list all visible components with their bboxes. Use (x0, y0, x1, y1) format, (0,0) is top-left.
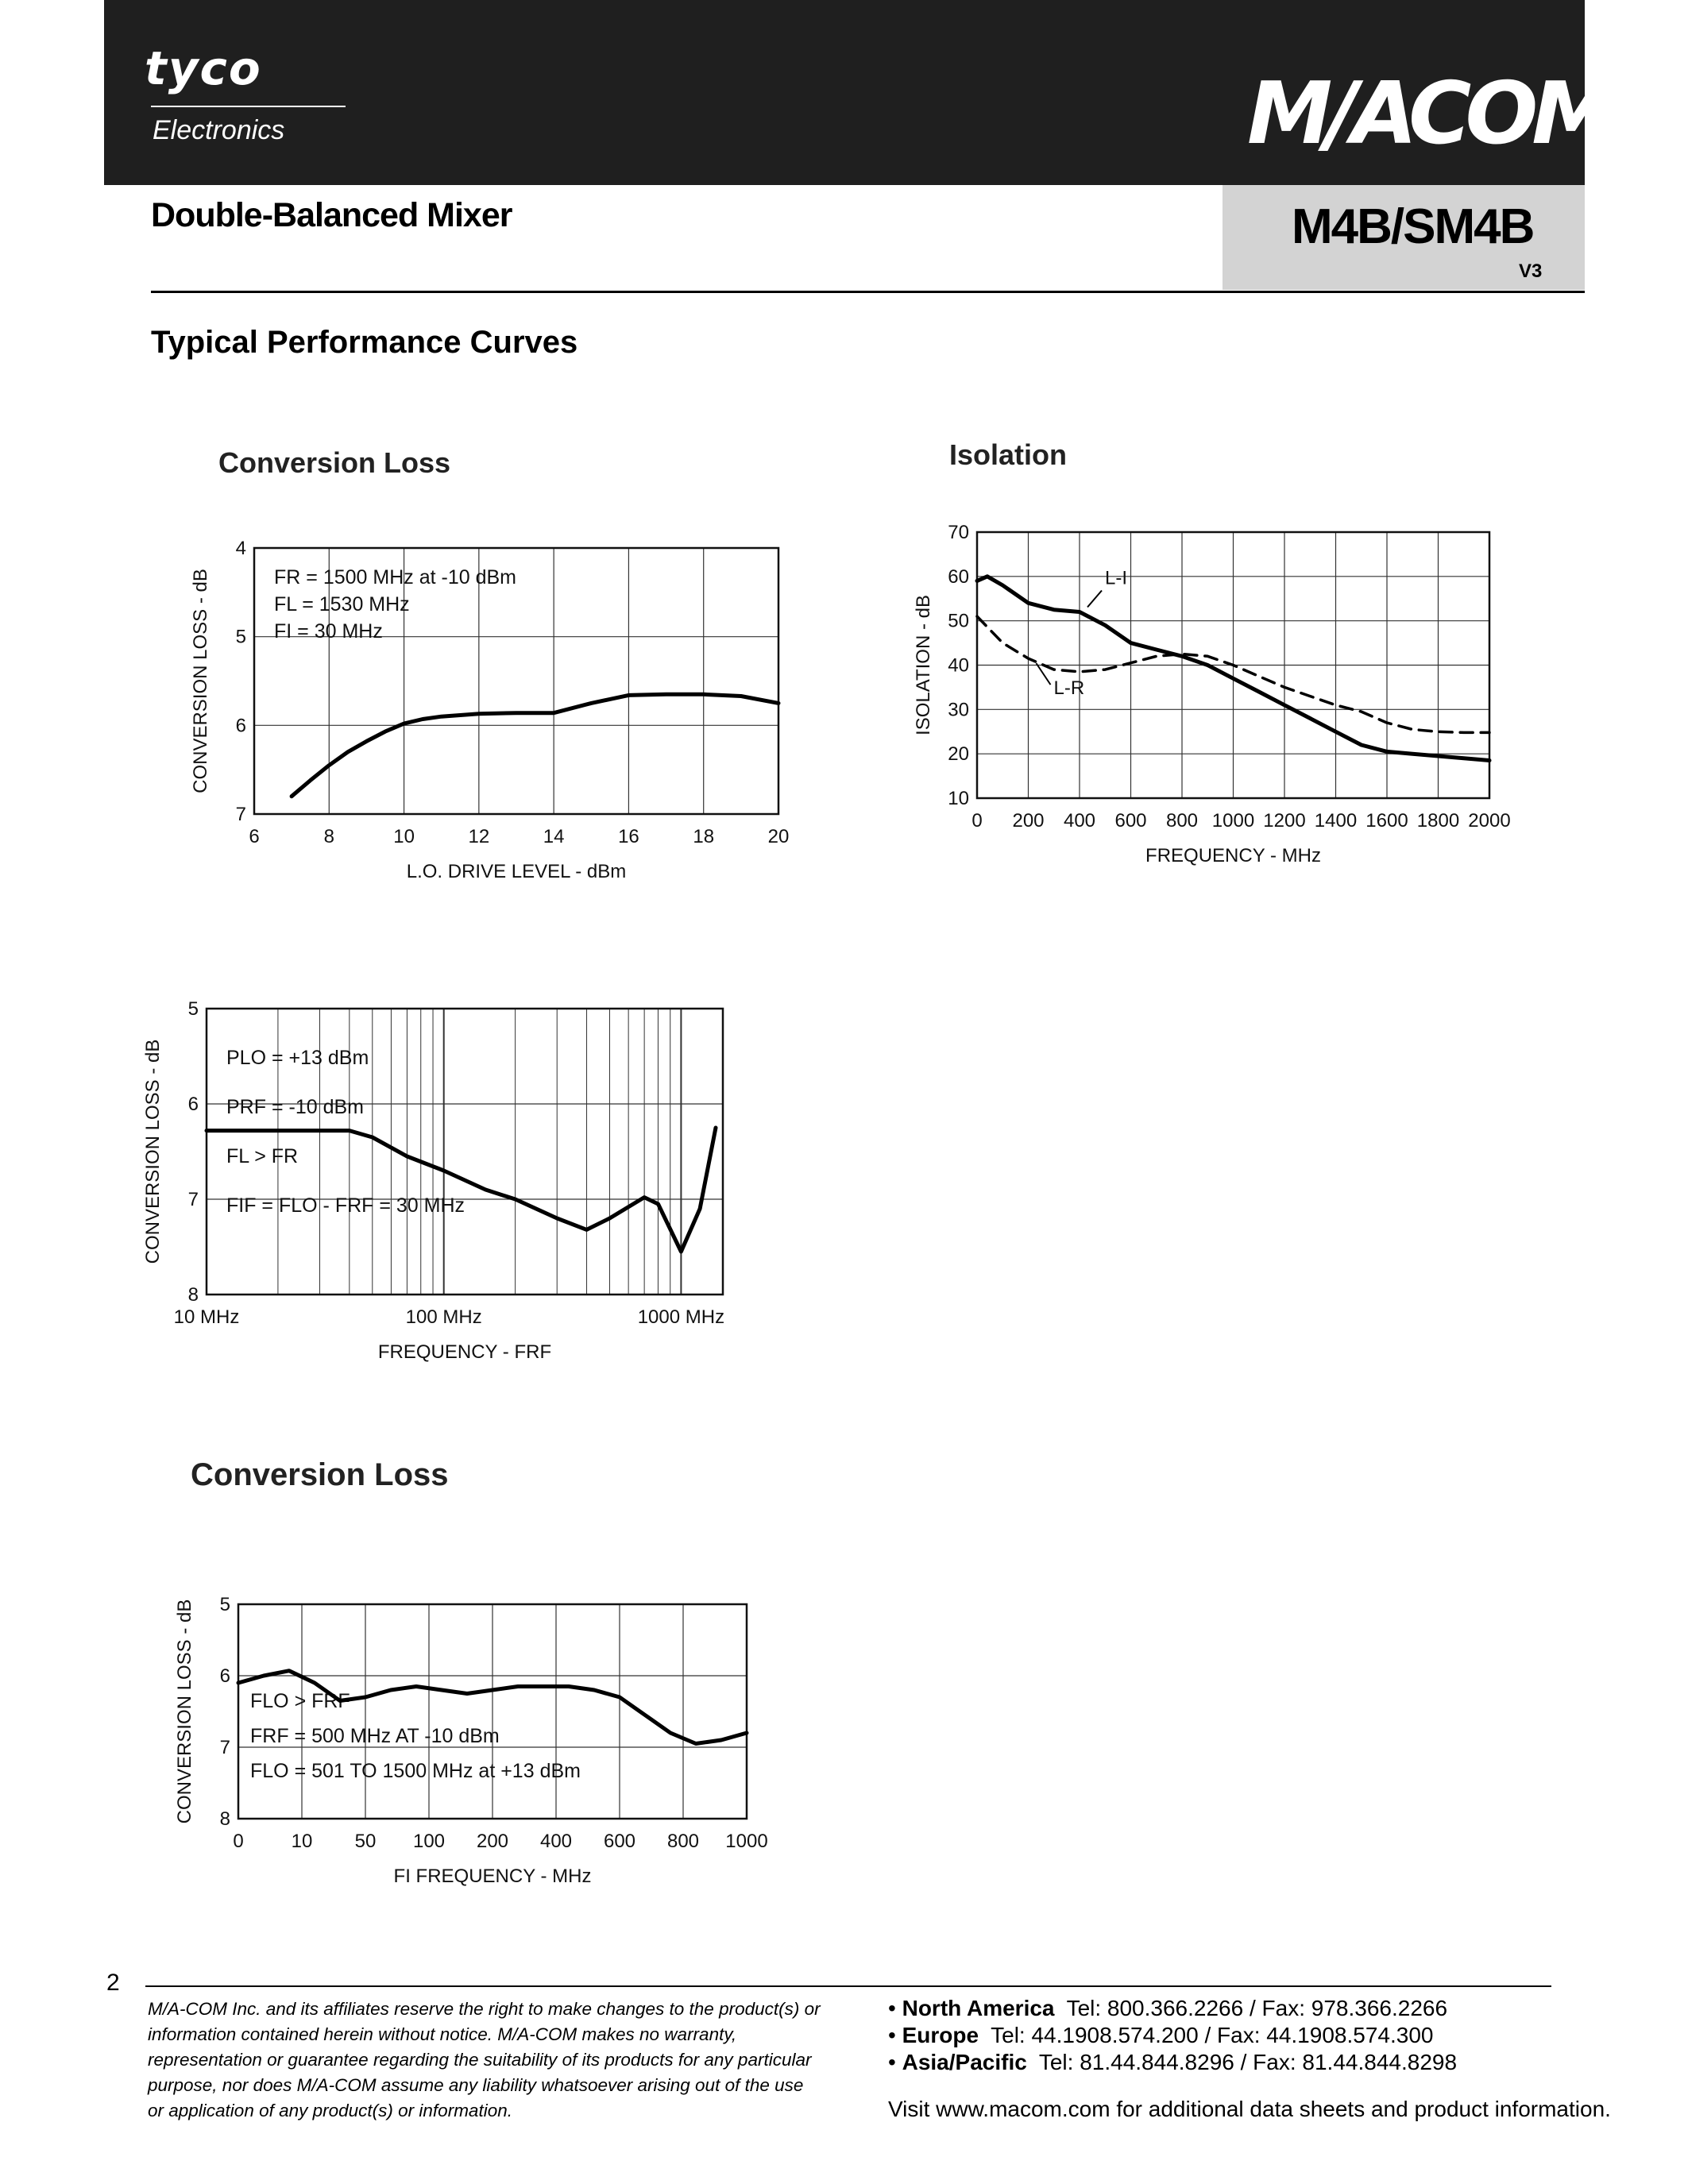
contact-item: • Asia/Pacific Tel: 81.44.844.8296 / Fax: 81.44.844.8298 (888, 2050, 1458, 2074)
visit-website-text: Visit www.macom.com for additional data sheets and product information. (888, 2097, 1611, 2121)
x-axis-label: L.O. DRIVE LEVEL - dBm (406, 861, 627, 882)
x-axis-label: FI FREQUENCY - MHz (393, 1866, 592, 1887)
x-tick-label: 12 (468, 826, 490, 847)
contact-region: North America (902, 1996, 1055, 2020)
x-tick-label: 1400 (1314, 810, 1358, 832)
y-tick-label: 10 (948, 788, 969, 809)
x-tick-label: 50 (354, 1831, 377, 1852)
y-tick-label: 20 (948, 743, 969, 766)
x-tick-label: 10 (393, 826, 415, 847)
chart-title: Isolation (949, 438, 1068, 471)
chart-annotation: FLO > FRF (250, 1690, 350, 1712)
y-tick-label: 6 (187, 1094, 199, 1115)
tyco-logo-rule (151, 106, 346, 107)
y-axis-label: CONVERSION LOSS - dB (190, 569, 211, 793)
chart-conversion-loss-if-frequency (151, 1437, 802, 1930)
page-number: 2 (106, 1970, 120, 1996)
x-tick-label: 6 (249, 826, 260, 847)
series-label: L-I (1105, 567, 1128, 589)
chart-conversion-loss-lo-drive (151, 421, 802, 913)
contact-region: Asia/Pacific (902, 2050, 1027, 2074)
section-title: Typical Performance Curves (151, 325, 578, 360)
x-tick-label: 1000 MHz (637, 1306, 725, 1328)
series-line (292, 694, 778, 796)
y-tick-label: 8 (219, 1808, 230, 1830)
x-tick-label: 400 (1063, 810, 1096, 832)
x-tick-label: 200 (1012, 810, 1045, 832)
y-tick-label: 8 (187, 1284, 199, 1306)
disclaimer-text: M/A-COM Inc. and its affiliates reserve the right to make changes to the product(s) or information contained herein without notice. M/A-COM makes no warranty, representation or guarantee regarding the suitability of its products for any particular purpose, nor does M/A-COM assume any liability whatsoever arising out of the use or application of any product(s) or information. (148, 1999, 821, 2120)
contact-list (888, 1995, 1457, 2076)
x-axis-label: FREQUENCY - FRF (377, 1341, 552, 1363)
x-tick-label: 100 MHz (405, 1306, 482, 1328)
contact-item: • Europe Tel: 44.1908.574.200 / Fax: 44.1908.574.300 (888, 2023, 1434, 2047)
y-tick-label: 5 (219, 1594, 230, 1615)
y-tick-label: 7 (187, 1189, 199, 1210)
y-tick-label: 7 (235, 804, 246, 825)
contact-item: • North America Tel: 800.366.2266 / Fax: 978.366.2266 (888, 1996, 1448, 2020)
x-tick-label: 600 (603, 1831, 636, 1852)
x-tick-label: 10 (291, 1831, 313, 1852)
contact-info: Tel: 81.44.844.8296 / Fax: 81.44.844.8298 (1038, 2050, 1458, 2074)
chart-annotation: FIF = FLO - FRF = 30 MHz (226, 1194, 465, 1217)
x-tick-label: 1800 (1416, 810, 1460, 832)
chart-title: Conversion Loss (218, 446, 451, 479)
chart-annotation: FL > FR (226, 1145, 299, 1167)
x-tick-label: 600 (1114, 810, 1147, 832)
y-tick-label: 4 (235, 538, 246, 559)
x-tick-label: 8 (323, 826, 334, 847)
x-tick-label: 2000 (1468, 810, 1511, 832)
chart-annotation: FRF = 500 MHz AT -10 dBm (250, 1725, 500, 1747)
tyco-logo: tyco (145, 41, 262, 95)
contact-info: Tel: 800.366.2266 / Fax: 978.366.2266 (1066, 1996, 1448, 2020)
x-tick-label: 400 (539, 1831, 573, 1852)
footer-divider (145, 1985, 1551, 1987)
x-tick-label: 1000 (725, 1831, 768, 1852)
y-tick-label: 50 (948, 610, 969, 632)
y-tick-label: 30 (948, 699, 969, 721)
x-tick-label: 1600 (1365, 810, 1408, 832)
macom-logo (1247, 64, 1611, 179)
chart-annotation: FLO = 501 TO 1500 MHz at +13 dBm (250, 1760, 581, 1782)
x-tick-label: 0 (971, 810, 983, 832)
chart-annotation: FI = 30 MHz (274, 620, 383, 642)
contact-info: Tel: 44.1908.574.200 / Fax: 44.1908.574.300 (991, 2023, 1434, 2047)
tyco-logo-subtitle: Electronics (153, 115, 285, 145)
chart-annotation: PRF = -10 dBm (226, 1096, 364, 1118)
chart-isolation (886, 421, 1537, 929)
y-tick-label: 70 (948, 522, 969, 543)
chart-annotation: FL = 1530 MHz (274, 593, 410, 615)
x-tick-label: 100 (412, 1831, 446, 1852)
header-divider (151, 291, 1585, 293)
product-title: Double-Balanced Mixer (151, 196, 512, 234)
contact-region: Europe (902, 2023, 979, 2047)
part-number: M4B/SM4B (1292, 199, 1534, 254)
svg-text:M/ACOM: M/ACOM (1247, 64, 1611, 164)
chart-annotation: FR = 1500 MHz at -10 dBm (274, 566, 516, 588)
x-tick-label: 800 (666, 1831, 700, 1852)
x-tick-label: 0 (233, 1831, 244, 1852)
x-tick-label: 200 (476, 1831, 509, 1852)
y-axis-label: CONVERSION LOSS - dB (142, 1039, 164, 1264)
x-tick-label: 1000 (1211, 810, 1255, 832)
x-tick-label: 14 (543, 826, 565, 847)
y-tick-label: 5 (235, 626, 246, 648)
part-version: V3 (1519, 260, 1543, 282)
x-tick-label: 16 (618, 826, 639, 847)
x-tick-label: 800 (1165, 810, 1199, 832)
y-tick-label: 6 (235, 715, 246, 737)
chart-annotation: PLO = +13 dBm (226, 1047, 369, 1069)
chart-title: Conversion Loss (191, 1457, 449, 1492)
y-tick-label: 7 (219, 1737, 230, 1758)
x-axis-label: FREQUENCY - MHz (1145, 845, 1321, 866)
x-tick-label: 10 MHz (173, 1306, 240, 1328)
y-tick-label: 6 (219, 1665, 230, 1687)
series-label: L-R (1053, 677, 1085, 700)
series-label-leader (1087, 591, 1102, 608)
macom-logo-graphic (1247, 64, 1611, 164)
y-tick-label: 5 (187, 998, 199, 1020)
chart-conversion-loss-frequency (142, 961, 802, 1437)
y-axis-label: CONVERSION LOSS - dB (174, 1599, 195, 1824)
y-tick-label: 60 (948, 565, 969, 588)
y-tick-label: 40 (948, 654, 969, 677)
x-tick-label: 18 (693, 826, 715, 847)
y-axis-label: ISOLATION - dB (913, 595, 934, 735)
x-tick-label: 20 (767, 826, 790, 847)
x-tick-label: 1200 (1263, 810, 1306, 832)
